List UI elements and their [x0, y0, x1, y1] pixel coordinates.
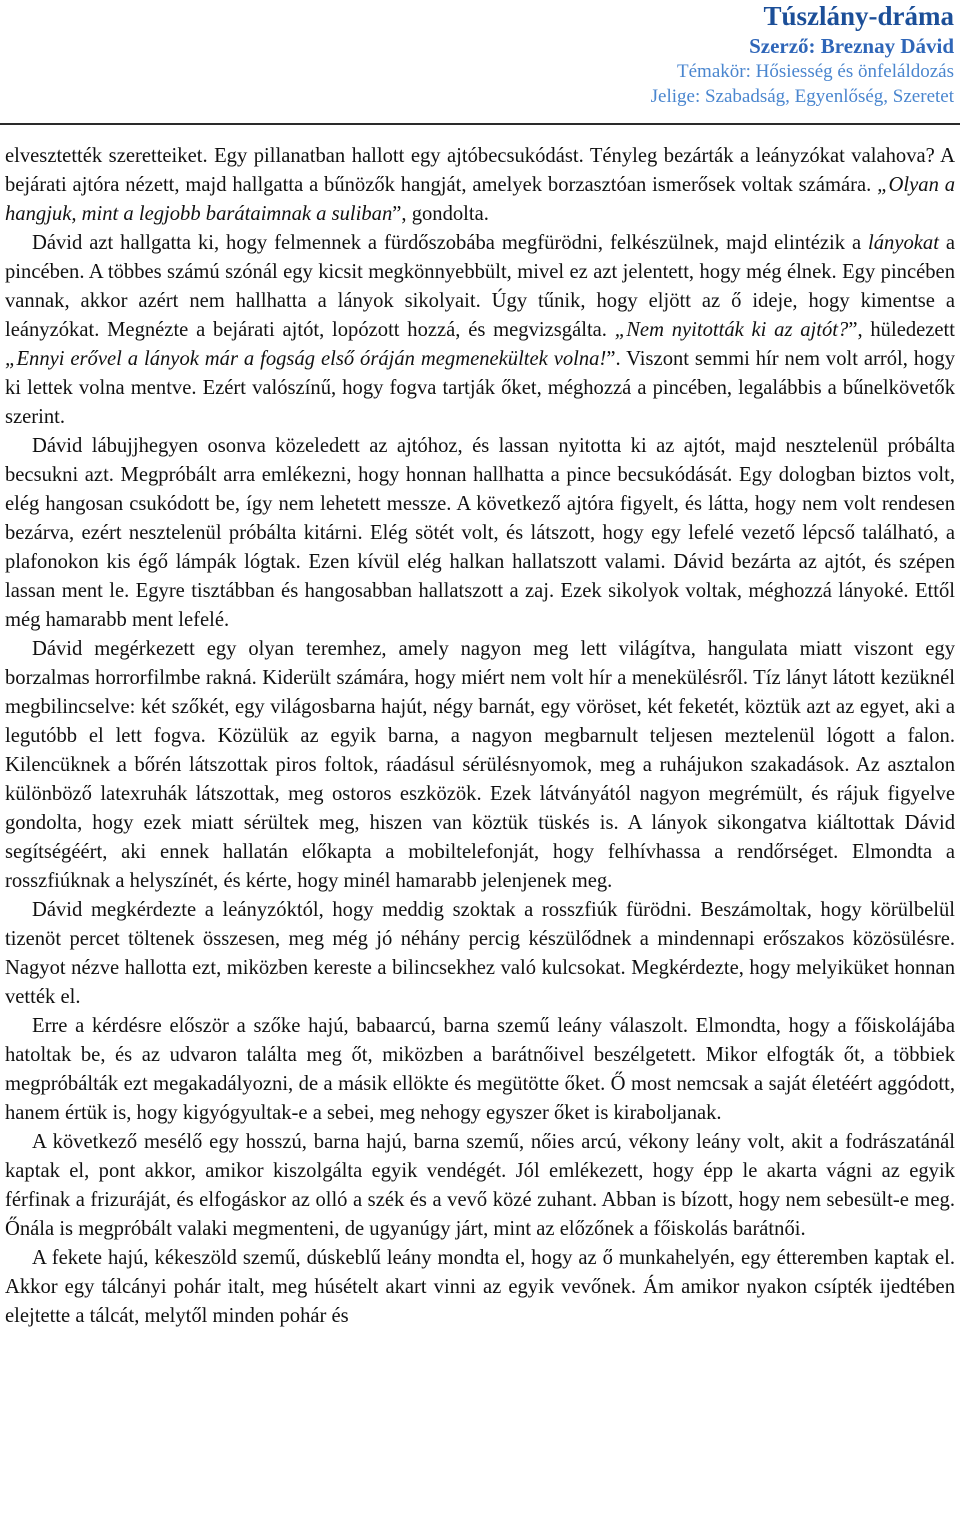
- body-paragraph: [5, 229, 955, 432]
- document-title: Túszlány-dráma: [763, 1, 954, 31]
- paragraph-text: a pincében. A többes számú szónál egy kicsit megkönnyebbült, mivel ez azt jelentett, hogy még élnek. Egy pincében vannak, akkor azért nem hallhatta a lányok sikolyait. Úgy tűnik, hogy eljött az ő ideje, hogy kimentse a leányzókat. Megnézte a bejárati ajtót, lopózott hozzá, és megvizsgálta.: [5, 232, 955, 341]
- document-topic: Témakör: Hősiesség és önfeláldozás: [677, 61, 954, 82]
- paragraph-text: ”. Viszont semmi hír nem volt arról, hogy ki lettek volna mentve. Ezért valószínű, hogy fogva tartják őket, méghozzá a pincében, legalábbis a bűnelkövetők szerint.: [5, 348, 955, 428]
- paragraph-text: Dávid megérkezett egy olyan teremhez, amely nagyon meg lett világítva, hangulata miatt viszont egy borzalmas horrorfilmbe rakná. Kiderült számára, hogy miért nem volt hír a menekülésről. Tíz lányt látott kezüknél megbilincselve: két szőkét, egy világosbarna hajút, négy barnát, egy vöröset, két feketét, köztük azt az egyet, aki a legutóbb el lett fogva. Közülük az egyik barna, a nagyon megbarnult teljesen meztelenül lógott a falon. Kilencüknek a bőrén látszottak piros foltok, ráadásul sérülésnyomok, meg a ruhájukon szakadások. Az asztalon különböző latexruhák látszottak, meg ostoros eszközök. Ezek látványától nagyon megrémült, és rájuk figyelve gondolta, hogy ezek miatt sérültek meg, hiszen van köztük tüskés is. A lányok sikongatva kiáltottak Dávid segítségéért, aki ennek hallatán előkapta a mobiltelefonját, hogy felhívhassa a rendőrséget. Elmondta a rosszfiúknak a helyszínét, és kérte, hogy minél hamarabb jelenjenek meg.: [5, 638, 955, 892]
- page-header: [651, 0, 954, 109]
- body-paragraph: [5, 635, 955, 896]
- italic-text: „Nem nyitották ki az ajtót?: [614, 319, 849, 341]
- document-author: Szerző: Breznay Dávid: [749, 34, 954, 58]
- body-paragraph: [5, 1128, 955, 1244]
- document-motto: Jelige: Szabadság, Egyenlőség, Szeretet: [650, 86, 954, 107]
- header-divider: [0, 123, 960, 125]
- body-paragraph: [5, 1012, 955, 1128]
- paragraph-text: Dávid lábujjhegyen osonva közeledett az ajtóhoz, és lassan nyitotta ki az ajtót, majd nesztelenül próbálta becsukni azt. Megpróbált arra emlékezni, hogy honnan hallhatta a pince becsukódását. Egy dologban biztos volt, elég hangosan csukódott be, így nem lehetett messze. A következő ajtóra figyelt, és látta, hogy nem volt rendesen bezárva, ezért nesztelenül próbálta kitárni. Elég sötét volt, és látszott, hogy egy lefelé vezető lépcső található, a plafonokon kis égő lámpák lógtak. Ezen kívül elég halkan hallatszott valami. Dávid bezárta az ajtót, és szépen lassan ment le. Egyre tisztábban és hangosabban hallatszott a zaj. Ezek sikolyok voltak, méghozzá lányoké. Ettől még hamarabb ment lefelé.: [5, 435, 955, 631]
- paragraph-text: A következő mesélő egy hosszú, barna hajú, barna szemű, nőies arcú, vékony leány volt, akit a fodrászatánál kaptak el, pont akkor, amikor kiszolgálta egyik vendégét. Jól emlékezett, hogy épp le akarta vágni az egyik férfinak a frizuráját, és elfogáskor az olló a szék és a vevő közé zuhant. Abban is bízott, hogy nem sebesült-e meg. Őnála is megpróbált valaki megmenteni, de ugyanúgy járt, mint az előzőnek a főiskolás barátnői.: [5, 1131, 955, 1240]
- paragraph-text: A fekete hajú, kékeszöld szemű, dúskeblű leány mondta el, hogy az ő munkahelyén, egy étteremben kaptak el. Akkor egy tálcányi pohár italt, meg húsételt akart vinni az egyik vevőnek. Ám amikor nyakon csípték ijedtében elejtette a tálcát, melytől minden pohár és: [5, 1247, 955, 1327]
- paragraph-text: ”, gondolta.: [392, 203, 489, 225]
- body-paragraph: [5, 432, 955, 635]
- italic-text: „Olyan a hangjuk, mint a legjobb barátaimnak a suliban: [5, 174, 955, 225]
- paragraph-text: Dávid azt hallgatta ki, hogy felmennek a fürdőszobába megfürödni, felkészülnek, majd elintézik a: [32, 232, 869, 254]
- body-paragraph: [5, 142, 955, 229]
- document-body: [5, 142, 955, 1331]
- body-paragraph: [5, 896, 955, 1012]
- italic-text: lányokat: [868, 232, 939, 254]
- paragraph-text: elvesztették szeretteiket. Egy pillanatban hallott egy ajtóbecsukódást. Tényleg bezárták a leányzókat valahova? A bejárati ajtóra nézett, majd hallgatta a bűnözők hangját, amelyek borzasztóan ismerősek voltak számára.: [5, 145, 955, 196]
- body-paragraph: [5, 1244, 955, 1331]
- paragraph-text: Dávid megkérdezte a leányzóktól, hogy meddig szoktak a rosszfiúk fürödni. Beszámoltak, hogy körülbelül tizenöt percet töltenek összesen, meg még jó néhány percig készülődnek a mindennapi erőszakos közösülésre. Nagyot nézve hallotta ezt, miközben kereste a bilincsekhez való kulcsokat. Megkérdezte, hogy melyiküket honnan vették el.: [5, 899, 955, 1008]
- paragraph-text: Erre a kérdésre először a szőke hajú, babaarcú, barna szemű leány válaszolt. Elmondta, hogy a főiskolájába hatoltak be, és az udvaron találta meg őt, miközben a barátnőivel beszélgetett. Mikor elfogták őt, a többiek megpróbálták ezt megakadályozni, de a másik ellökte és megütötte őket. Ő most nemcsak a saját életéért aggódott, hanem értük is, hogy kigyógyultak-e a sebei, meg nehogy egyszer őket is kiraboljanak.: [5, 1015, 955, 1124]
- paragraph-text: ”, hüledezett: [848, 319, 955, 341]
- italic-text: „Ennyi erővel a lányok már a fogság első óráján megmenekültek volna!: [5, 348, 607, 370]
